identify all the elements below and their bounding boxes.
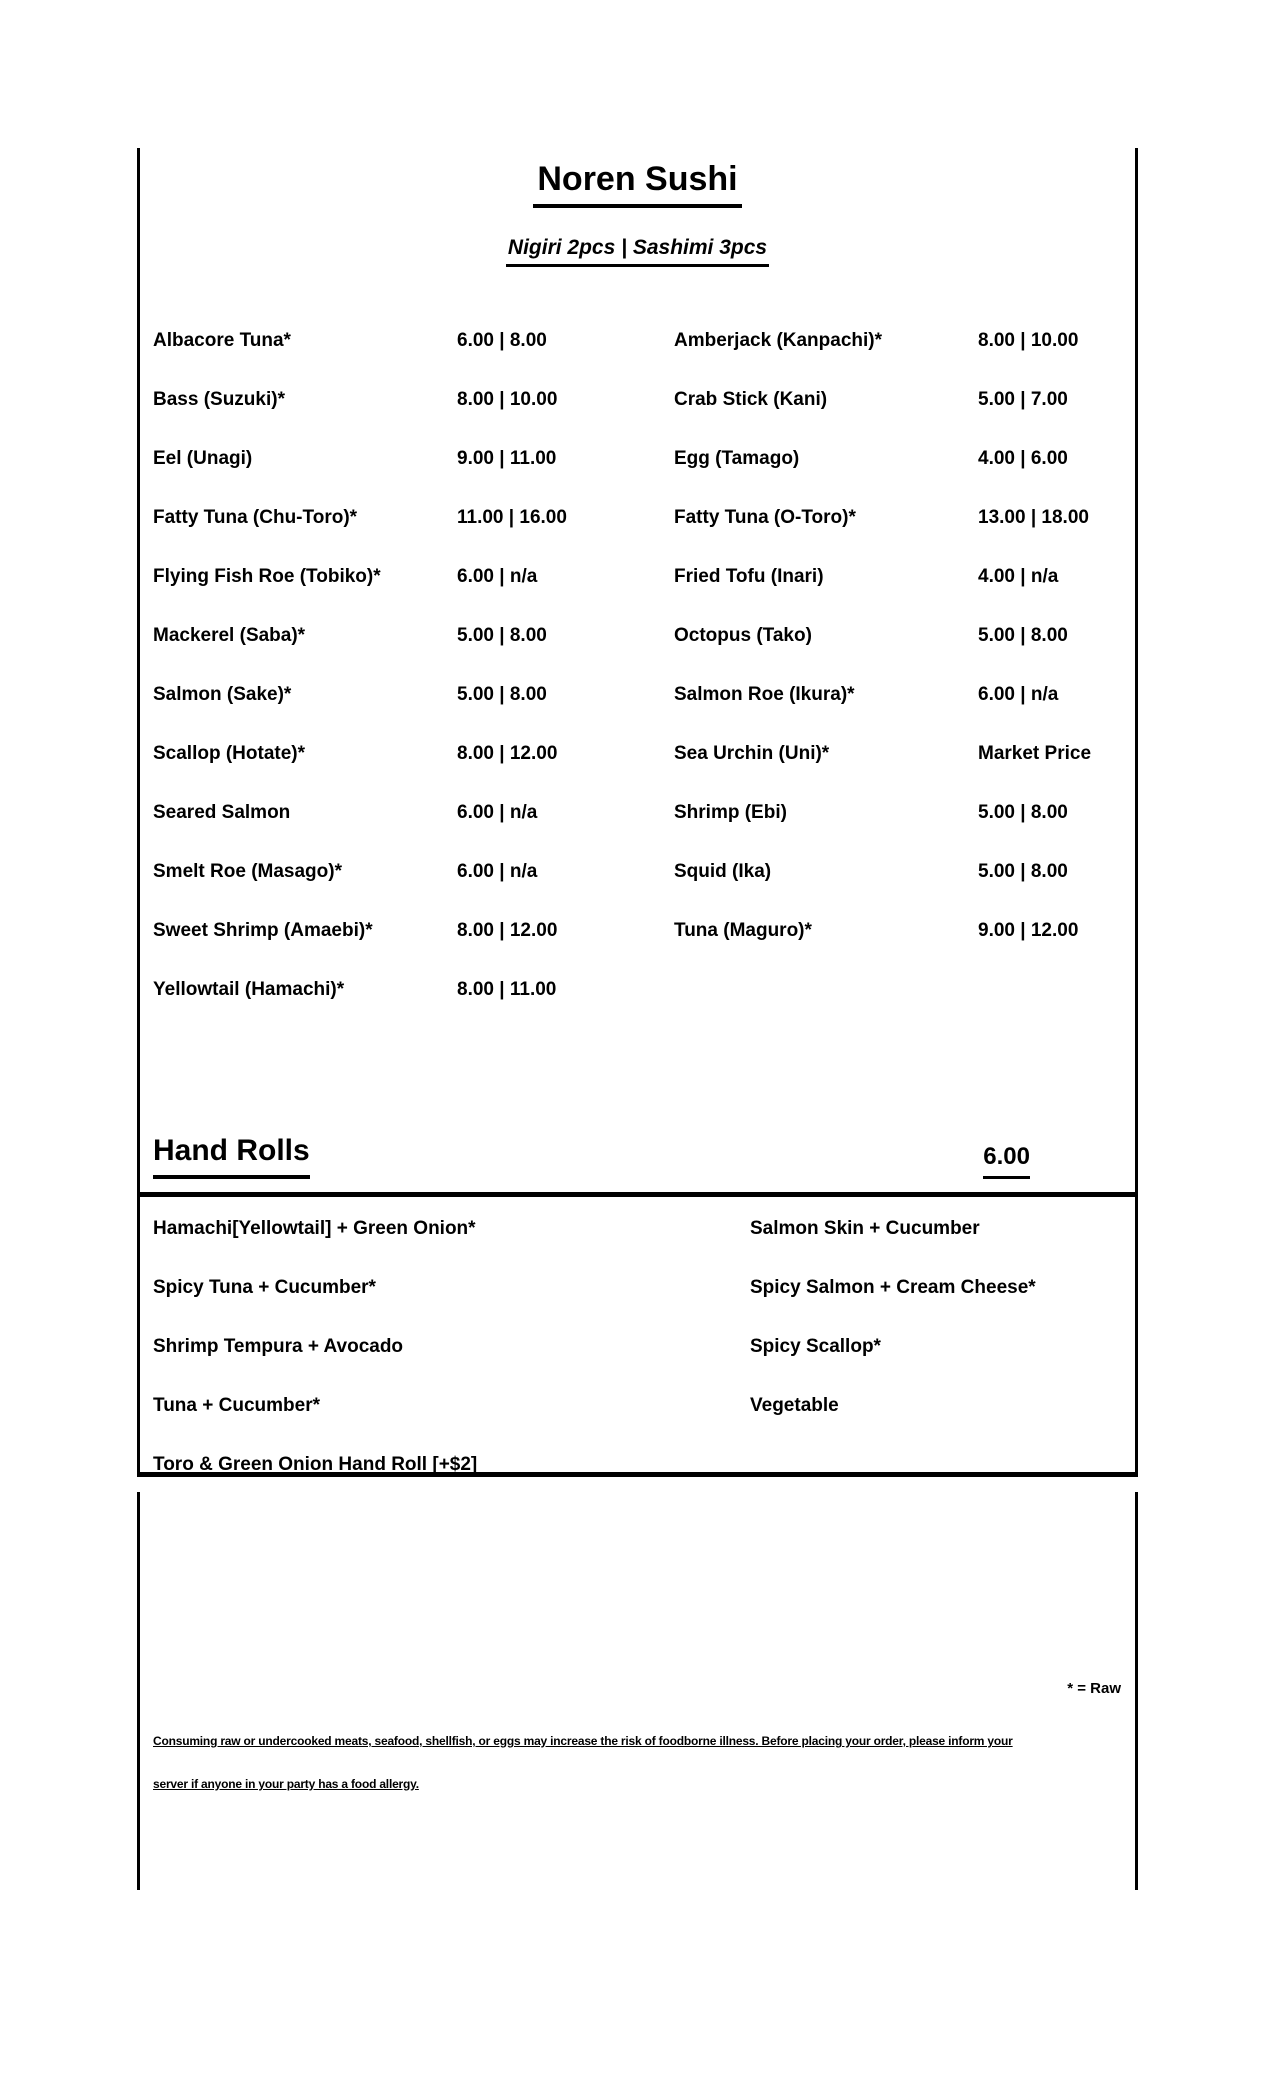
menu-item-name: Salmon Roe (Ikura)* [674,683,855,705]
menu-item-name: Scallop (Hotate)* [153,742,306,764]
menu-item-price: 5.00 | 8.00 [457,683,547,705]
menu-item-name: Flying Fish Roe (Tobiko)* [153,565,381,587]
menu-item-price: 5.00 | 8.00 [978,801,1068,823]
hand-roll-item: Salmon Skin + Cucumber [750,1217,980,1239]
hand-roll-item: Spicy Tuna + Cucumber* [153,1276,376,1298]
nigiri-menu-left-column [153,311,674,1019]
hand-rolls-left-column [140,1199,740,1475]
hand-rolls-right-column [740,1199,1135,1472]
menu-item-price: 8.00 | 10.00 [978,329,1079,351]
menu-item-name: Shrimp (Ebi) [674,801,787,823]
menu-item-name: Smelt Roe (Masago)* [153,860,342,882]
menu-item-price: 8.00 | 10.00 [457,388,558,410]
menu-item-price: 9.00 | 11.00 [457,447,557,469]
menu-item-price: 8.00 | 11.00 [457,978,557,1000]
menu-item-price: 11.00 | 16.00 [457,506,567,528]
menu-item-name: Albacore Tuna* [153,329,291,351]
menu-item-price: 8.00 | 12.00 [457,742,558,764]
hand-roll-item: Toro & Green Onion Hand Roll [+$2] [153,1453,478,1475]
menu-item-price: 6.00 | n/a [457,801,538,823]
menu-item-name: Egg (Tamago) [674,447,800,469]
hand-roll-item: Spicy Scallop* [750,1335,881,1357]
menu-item-price: 8.00 | 12.00 [457,919,558,941]
menu-item-name: Sweet Shrimp (Amaebi)* [153,919,373,941]
menu-item-price: 5.00 | 7.00 [978,388,1068,410]
menu-item-name: Mackerel (Saba)* [153,624,306,646]
menu-item-name: Fatty Tuna (O-Toro)* [674,506,856,528]
menu-item-name: Squid (Ika) [674,860,772,882]
menu-item-name: Amberjack (Kanpachi)* [674,329,883,351]
disclaimer-line: server if anyone in your party has a food allergy. [153,1777,419,1791]
hand-roll-item: Tuna + Cucumber* [153,1394,320,1416]
menu-item-name: Seared Salmon [153,801,291,823]
menu-item-name: Yellowtail (Hamachi)* [153,978,345,1000]
raw-footnote: * = Raw [1067,1680,1121,1697]
title-row [140,148,1135,208]
menu-item-price: 5.00 | 8.00 [978,860,1068,882]
menu-item-price: 6.00 | n/a [457,860,538,882]
menu-item-price: 4.00 | n/a [978,565,1059,587]
allergy-disclaimer [153,1720,1013,1806]
hand-rolls-section [137,1192,1138,1477]
disclaimer-line: Consuming raw or undercooked meats, seafood, shellfish, or eggs may increase the risk of foodborne illness. Before placing your order, please inform your [153,1734,1013,1748]
menu-subtitle: Nigiri 2pcs | Sashimi 3pcs [506,236,769,267]
subtitle-row [140,236,1135,267]
hand-rolls-price: 6.00 [983,1143,1030,1179]
nigiri-menu-columns [140,311,1135,1019]
menu-item-name: Sea Urchin (Uni)* [674,742,830,764]
menu-item-price: 13.00 | 18.00 [978,506,1089,528]
menu-item-price: 6.00 | 8.00 [457,329,547,351]
nigiri-menu-right-column [674,311,1138,1019]
menu-item-name: Fried Tofu (Inari) [674,565,824,587]
menu-item-name: Eel (Unagi) [153,447,253,469]
hand-rolls-heading: Hand Rolls [153,1134,310,1179]
menu-item-name: Fatty Tuna (Chu-Toro)* [153,506,358,528]
menu-item-name: Octopus (Tako) [674,624,812,646]
menu-item-price: 9.00 | 12.00 [978,919,1079,941]
hand-roll-item: Spicy Salmon + Cream Cheese* [750,1276,1036,1298]
menu-item-price: Market Price [978,742,1092,764]
menu-item-price: 5.00 | 8.00 [978,624,1068,646]
menu-item-price: 6.00 | n/a [457,565,538,587]
footnote-section [137,1492,1138,1890]
menu-item-price: 6.00 | n/a [978,683,1059,705]
menu-item-name: Bass (Suzuki)* [153,388,285,410]
hand-roll-item: Shrimp Tempura + Avocado [153,1335,404,1357]
menu-item-name: Tuna (Maguro)* [674,919,812,941]
menu-item-name: Crab Stick (Kani) [674,388,828,410]
menu-item-price: 5.00 | 8.00 [457,624,547,646]
hand-rolls-heading-row [153,1134,1135,1179]
menu-item-price: 4.00 | 6.00 [978,447,1068,469]
menu-item-name: Salmon (Sake)* [153,683,292,705]
nigiri-sashimi-section [137,148,1138,1192]
hand-roll-item: Hamachi[Yellowtail] + Green Onion* [153,1217,476,1239]
restaurant-title: Noren Sushi [533,160,741,208]
hand-roll-item: Vegetable [750,1394,839,1416]
